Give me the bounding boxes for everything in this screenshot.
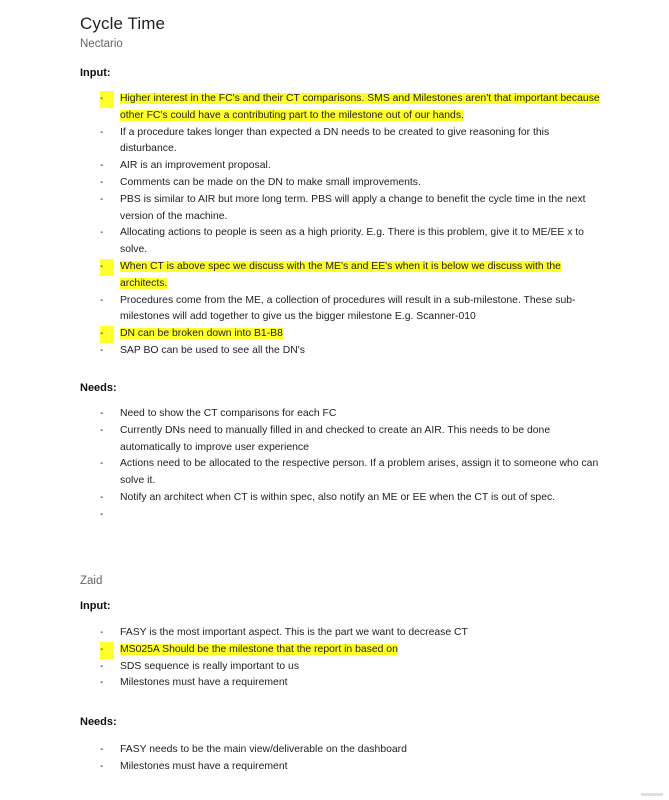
list-item-text: Actions need to be allocated to the respective person. If a problem arises, assign it to someone who can solve it. [120, 458, 599, 487]
bullet-marker: - [100, 424, 104, 436]
list-item-text: SDS sequence is really important to us [120, 660, 300, 672]
list-item-text: FASY is the most important aspect. This is the part we want to decrease CT [120, 627, 468, 638]
person-name: Nectario [80, 38, 123, 50]
needs-heading: Needs: [80, 382, 117, 394]
list-item [100, 125, 600, 159]
list-item [100, 642, 600, 659]
bullet-marker: - [100, 326, 114, 343]
list-item [100, 423, 600, 457]
bullet-marker: - [100, 344, 104, 356]
needs-list [100, 406, 600, 520]
list-item-text: MS025A Should be the milestone that the report in based on [120, 643, 398, 655]
list-item [100, 675, 600, 692]
list-item [100, 456, 600, 490]
list-item-text: DN can be broken down into B1-B8 [120, 328, 283, 340]
list-item-text: SAP BO can be used to see all the DN's [120, 344, 305, 356]
list-item-text: AIR is an improvement proposal. [120, 160, 271, 172]
bullet-marker: - [100, 294, 104, 306]
list-item-text: FASY needs to be the main view/deliverable on the dashboard [120, 744, 407, 755]
list-item-text: Currently DNs need to manually filled in and checked to create an AIR. This needs to be done automatically to improve user experience [120, 424, 551, 453]
list-item-text: Higher interest in the FC's and their CT comparisons. SMS and Milestones aren't that important because other FC's could have a contributing part to the milestone out of our hands. [120, 93, 600, 121]
bullet-marker: - [100, 160, 104, 172]
list-item-text: Milestones must have a requirement [120, 760, 288, 772]
bullet-marker: - [100, 91, 114, 108]
list-item [100, 259, 600, 293]
bullet-marker: - [100, 408, 104, 419]
bullet-marker: - [100, 227, 104, 239]
bullet-marker: - [100, 458, 104, 470]
bullet-marker: - [100, 760, 104, 772]
bullet-marker: - [100, 126, 104, 138]
list-item [100, 158, 600, 175]
bullet-marker: - [100, 508, 104, 520]
bullet-marker: - [100, 627, 104, 638]
list-item [100, 293, 600, 327]
input-list [100, 625, 600, 692]
bullet-marker: - [100, 259, 114, 276]
list-item [100, 625, 600, 642]
bullet-marker: - [100, 744, 104, 755]
list-item [100, 490, 600, 507]
needs-list [100, 742, 600, 776]
bullet-marker: - [100, 491, 104, 503]
list-item [100, 91, 600, 125]
list-item-text: Milestones must have a requirement [120, 677, 288, 689]
list-item [100, 192, 600, 226]
bullet-marker: - [100, 660, 104, 672]
input-list [100, 91, 600, 360]
list-item [100, 225, 600, 259]
bullet-marker: - [100, 193, 104, 205]
input-heading: Input: [80, 67, 111, 79]
list-item-text: PBS is similar to AIR but more long term. PBS will apply a change to benefit the cycle time in the next version of the machine. [120, 193, 586, 222]
input-heading: Input: [80, 600, 111, 612]
list-item-text: Notify an architect when CT is within spec, also notify an ME or EE when the CT is out of spec. [120, 491, 556, 503]
list-item [100, 343, 600, 360]
needs-heading: Needs: [80, 716, 117, 728]
list-item [100, 759, 600, 776]
list-item-text: If a procedure takes longer than expected a DN needs to be created to give reasoning for this disturbance. [120, 126, 550, 155]
list-item [100, 406, 600, 423]
bullet-marker: - [100, 677, 104, 689]
bullet-marker: - [100, 642, 114, 659]
list-item [100, 175, 600, 192]
page-title: Cycle Time [80, 14, 166, 33]
list-item [100, 659, 600, 676]
list-item-text: Comments can be made on the DN to make small improvements. [120, 176, 421, 188]
person-name: Zaid [80, 575, 103, 587]
bullet-marker: - [100, 176, 104, 188]
list-item-text: When CT is above spec we discuss with the ME's and EE's when it is below we discuss with the architects. [120, 260, 561, 289]
list-item-text: Allocating actions to people is seen as a high priority. E.g. There is this problem, give it to ME/EE x to solve. [120, 227, 584, 256]
list-item-text: Need to show the CT comparisons for each FC [120, 408, 337, 419]
page-mark [641, 793, 663, 796]
list-item [100, 742, 600, 759]
list-item [100, 326, 600, 343]
list-item-text: Procedures come from the ME, a collection of procedures will result in a sub-milestone. These sub-milestones will add together to give us the bigger milestone E.g. Scanner-010 [120, 294, 576, 323]
